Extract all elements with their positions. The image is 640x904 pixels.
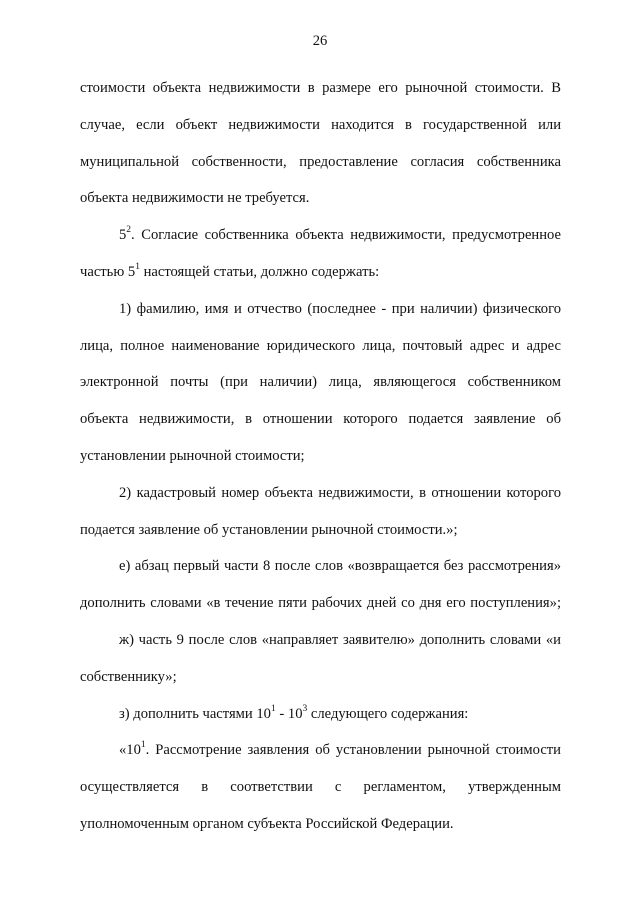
text-line: уполномоченным органом субъекта Российской Федерации. (80, 815, 454, 832)
text-line: электронной почты (при наличии) лица, являющегося собственником (80, 374, 561, 391)
text-line: дополнить словами «в течение пяти рабочих дней со дня его поступления»; (80, 595, 561, 612)
text-line: собственнику»; (80, 668, 177, 685)
page-number: 26 (312, 33, 328, 49)
text-line: установлении рыночной стоимости; (80, 447, 305, 464)
text-line-item-zh: ж) часть 9 после слов «направляет заявителю» дополнить словами «и (119, 631, 561, 648)
superscript: 3 (302, 703, 308, 714)
text-fragment: частью 5 (80, 263, 136, 280)
text-line: лица, полное наименование юридического лица, почтовый адрес и адрес (80, 337, 561, 354)
superscript: 2 (126, 225, 132, 236)
text-fragment: з) дополнить частями 10 (119, 705, 271, 722)
text-line: объекта недвижимости, в отношении которого подается заявление об (80, 411, 561, 428)
text-line-item-z (80, 696, 561, 733)
superscript: 1 (140, 740, 146, 751)
text-fragment: следующего содержания: (307, 705, 469, 722)
document-body (80, 70, 561, 843)
text-line-paragraph-5-2 (80, 217, 561, 254)
text-line-item-e: е) абзац первый части 8 после слов «возвращается без рассмотрения» (119, 558, 561, 575)
text-line: случае, если объект недвижимости находится в государственной или (80, 116, 561, 133)
text-fragment: 5 (119, 227, 127, 244)
text-fragment: - 10 (275, 705, 303, 722)
text-line: стоимости объекта недвижимости в размере его рыночной стоимости. В (80, 80, 561, 96)
text-line: подается заявление об установлении рыночной стоимости.»; (80, 521, 458, 538)
text-fragment: настоящей статьи, должно содержать: (139, 263, 380, 280)
text-line-item-1: 1) фамилию, имя и отчество (последнее - при наличии) физического (119, 300, 561, 317)
superscript: 1 (270, 703, 276, 714)
text-line: объекта недвижимости не требуется. (80, 190, 310, 207)
text-fragment: «10 (119, 742, 141, 759)
text-line: осуществляется в соответствии с регламентом, утвержденным (80, 779, 561, 796)
text-fragment: . Согласие собственника объекта недвижимости, предусмотренное (131, 227, 561, 244)
text-line: муниципальной собственности, предоставление согласия собственника (80, 153, 561, 170)
text-fragment: . Рассмотрение заявления об установлении рыночной стоимости (145, 742, 561, 759)
text-line-paragraph-10-1 (80, 732, 561, 769)
text-line (80, 254, 561, 291)
superscript: 1 (135, 262, 140, 273)
text-line-item-2: 2) кадастровый номер объекта недвижимости, в отношении которого (119, 484, 561, 501)
